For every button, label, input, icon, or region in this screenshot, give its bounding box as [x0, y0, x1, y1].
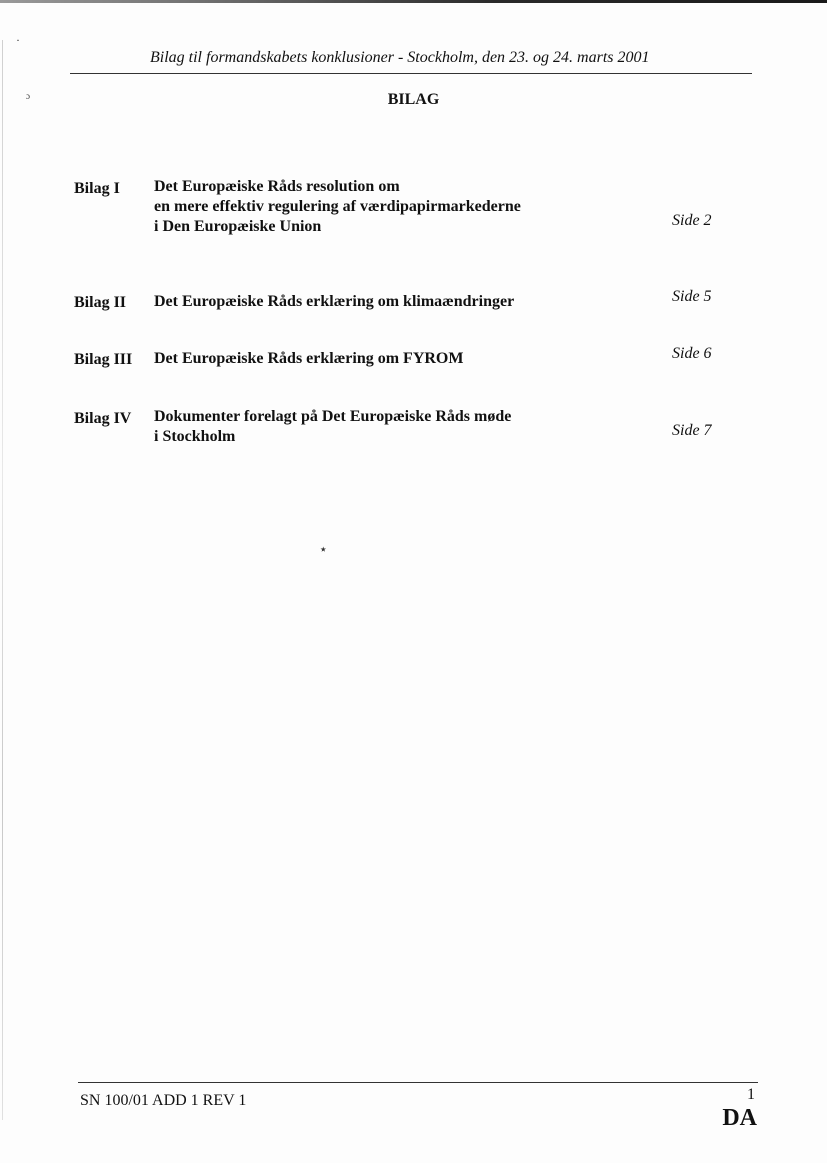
annex-label: Bilag IV: [74, 410, 132, 427]
annex-page-ref: Side 7: [672, 422, 712, 439]
scan-speck: ·: [16, 33, 20, 47]
scan-margin-artifact: [2, 40, 3, 1120]
scan-speck: ٭: [320, 542, 327, 556]
annex-title: [154, 349, 463, 369]
annex-label: Bilag I: [74, 180, 120, 197]
page-title-text: BILAG: [387, 91, 440, 108]
annex-page-ref: Side 6: [672, 345, 712, 362]
annex-page-ref: Side 2: [672, 212, 712, 229]
page-title: [0, 91, 827, 109]
annex-page-ref: Side 5: [672, 288, 712, 305]
annex-title-line: i Stockholm: [154, 428, 236, 445]
scan-edge-artifact: [0, 0, 827, 3]
annex-title-line: Det Europæiske Råds resolution om: [154, 178, 400, 195]
annex-title-line: i Den Europæiske Union: [154, 218, 322, 235]
annex-title-line: Det Europæiske Råds erklæring om FYROM: [154, 350, 464, 367]
annex-label: Bilag II: [74, 294, 127, 311]
annex-title-line: Dokumenter forelagt på Det Europæiske Råds møde: [154, 408, 512, 425]
footer-rule: [78, 1082, 758, 1083]
annex-title-line: Det Europæiske Råds erklæring om klimaændringer: [154, 293, 515, 310]
running-header: Bilag til formandskabets konklusioner - Stockholm, den 23. og 24. marts 2001: [150, 49, 650, 66]
page-number: 1: [747, 1086, 755, 1103]
annex-label: Bilag III: [74, 351, 133, 368]
header-rule: [70, 73, 752, 74]
document-reference: SN 100/01 ADD 1 REV 1: [80, 1092, 247, 1109]
annex-title-line: en mere effektiv regulering af værdipapirmarkederne: [154, 198, 521, 215]
scan-speck: ɔ: [26, 91, 30, 101]
annex-title: [154, 292, 514, 312]
language-code: DA: [722, 1105, 757, 1131]
annex-title: [154, 177, 521, 237]
annex-title: [154, 407, 511, 447]
